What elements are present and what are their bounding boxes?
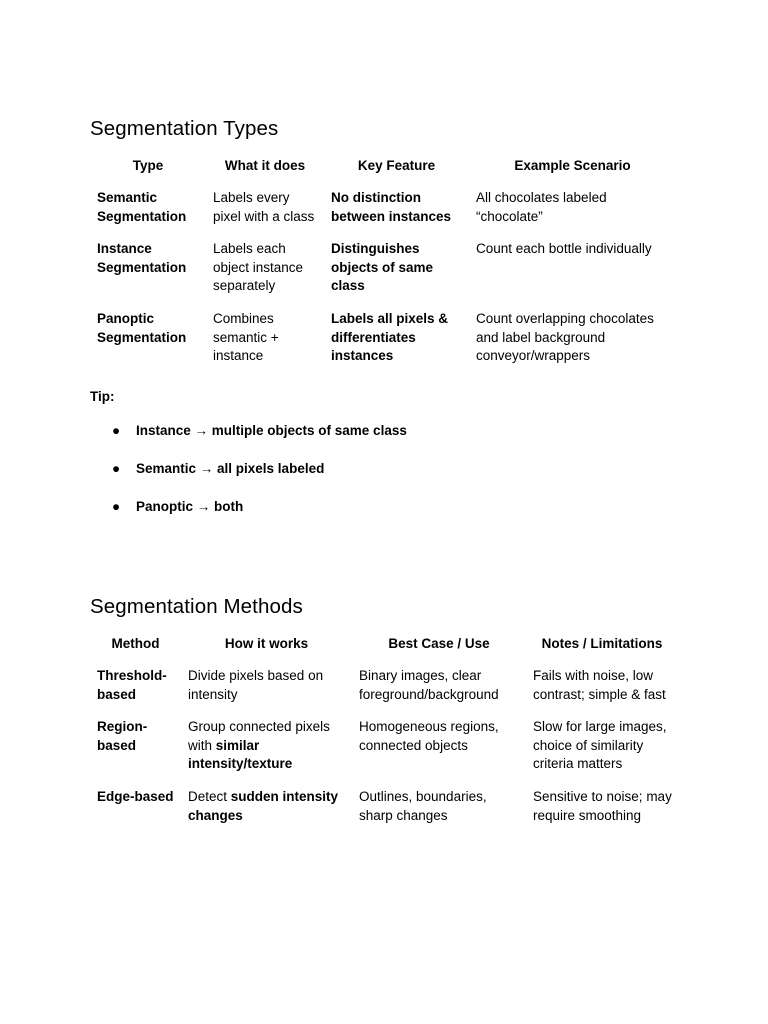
method-cell: Edge-based xyxy=(97,789,174,804)
how-text: Group connected pixels with xyxy=(188,719,330,753)
segmentation-methods-table xyxy=(90,635,678,848)
list-item xyxy=(112,499,407,537)
column-header-example-scenario: Example Scenario xyxy=(514,158,631,173)
feature-cell: Labels all pixels & differentiates instances xyxy=(331,311,449,364)
best-cell: Homogeneous regions, connected objects xyxy=(359,719,499,753)
best-cell: Outlines, boundaries, sharp changes xyxy=(359,789,487,823)
table-row xyxy=(90,788,678,848)
list-item xyxy=(112,461,407,499)
column-header-best-case: Best Case / Use xyxy=(388,636,490,651)
section-title-segmentation-types: Segmentation Types xyxy=(90,117,279,140)
method-cell: Region-based xyxy=(97,719,148,753)
example-cell: Count overlapping chocolates and label background conveyor/wrappers xyxy=(476,311,654,364)
tip-label: Tip: xyxy=(90,389,115,404)
tip-list xyxy=(112,423,407,537)
what-cell: Labels every pixel with a class xyxy=(213,190,315,224)
example-cell: Count each bottle individually xyxy=(476,241,652,256)
tip-text: Instance → multiple objects of same class xyxy=(136,423,407,438)
table-row xyxy=(90,667,678,718)
type-cell: Semantic Segmentation xyxy=(97,190,187,224)
tip-text: Semantic → all pixels labeled xyxy=(136,461,325,476)
best-cell: Binary images, clear foreground/background xyxy=(359,668,499,702)
list-item xyxy=(112,423,407,461)
what-cell: Labels each object instance separately xyxy=(213,241,304,294)
what-cell: Combines semantic + instance xyxy=(213,311,279,364)
how-cell xyxy=(181,667,352,718)
segmentation-types-table xyxy=(90,157,676,370)
type-cell: Panoptic Segmentation xyxy=(97,311,187,345)
table-row xyxy=(90,718,678,788)
table-row xyxy=(90,240,676,310)
how-text: Detect xyxy=(188,789,231,804)
method-cell: Threshold-based xyxy=(97,668,167,702)
tip-text: Panoptic → both xyxy=(136,499,244,514)
bullet-icon: ● xyxy=(112,499,121,514)
section-title-segmentation-methods: Segmentation Methods xyxy=(90,595,303,618)
table-header-row xyxy=(90,157,676,189)
how-cell xyxy=(181,718,352,788)
column-header-method: Method xyxy=(111,636,160,651)
table-header-row xyxy=(90,635,678,667)
bullet-icon: ● xyxy=(112,461,121,476)
column-header-notes: Notes / Limitations xyxy=(541,636,663,651)
how-text: Divide pixels based on intensity xyxy=(188,668,324,702)
table-row xyxy=(90,310,676,370)
column-header-type: Type xyxy=(132,158,164,173)
feature-cell: Distinguishes objects of same class xyxy=(331,241,434,294)
feature-cell: No distinction between instances xyxy=(331,190,452,224)
column-header-what-it-does: What it does xyxy=(224,158,306,173)
notes-cell: Slow for large images, choice of similarity criteria matters xyxy=(533,719,667,772)
how-emphasis: similar intensity/texture xyxy=(188,737,293,772)
notes-cell: Fails with noise, low contrast; simple & fast xyxy=(533,668,666,702)
bullet-icon: ● xyxy=(112,423,121,438)
type-cell: Instance Segmentation xyxy=(97,241,187,275)
column-header-how-it-works: How it works xyxy=(224,636,309,651)
table-row xyxy=(90,189,676,240)
column-header-key-feature: Key Feature xyxy=(357,158,436,173)
how-emphasis: sudden intensity changes xyxy=(188,789,339,823)
notes-cell: Sensitive to noise; may require smoothing xyxy=(533,789,672,823)
how-cell xyxy=(181,788,352,848)
example-cell: All chocolates labeled “chocolate” xyxy=(476,190,607,224)
